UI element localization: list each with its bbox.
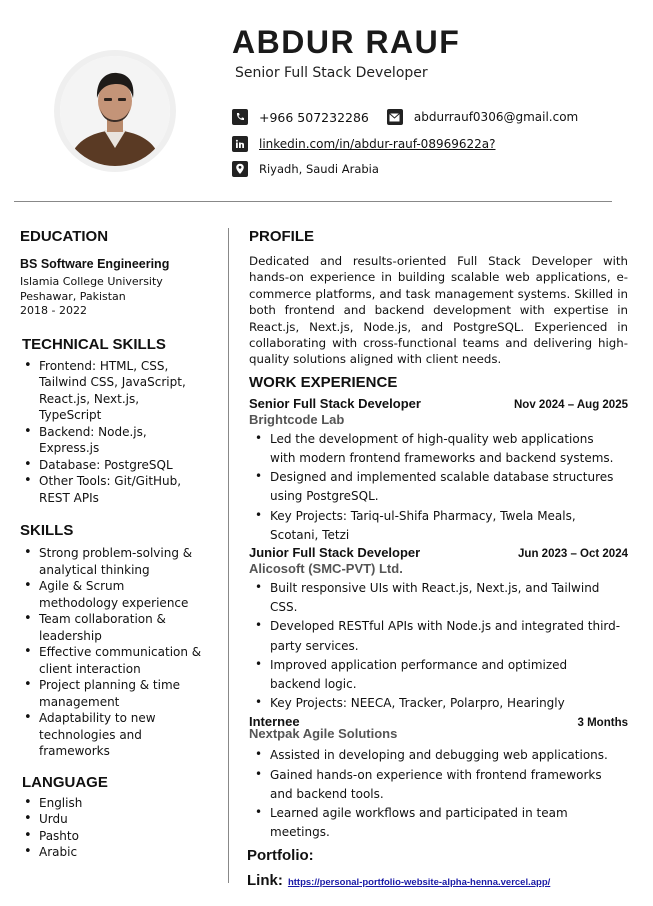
- list-item: • Learned agile workflows and participated in team meetings.: [249, 804, 594, 842]
- portfolio-heading: Portfolio:: [247, 846, 314, 864]
- job-bullets: [249, 579, 628, 713]
- profile-heading: PROFILE: [249, 228, 315, 245]
- list-item: • Designed and implemented scalable database structures using PostgreSQL.: [249, 468, 621, 506]
- list-item: • Built responsive UIs with React.js, Next.js, and Tailwind CSS.: [249, 579, 628, 617]
- job-bullets: [249, 746, 621, 842]
- job-header: [249, 545, 628, 560]
- list-item: • Other Tools: Git/GitHub, REST APIs: [20, 473, 195, 506]
- email-text[interactable]: abdurrauf0306@gmail.com: [413, 110, 579, 124]
- skills-list: [20, 545, 205, 760]
- phone-text[interactable]: +966 507232286: [259, 109, 369, 125]
- job-dates: 3 Months: [577, 717, 628, 730]
- list-item: • Key Projects: NEECA, Tracker, Polarpro, Hearingly: [249, 694, 628, 713]
- work-experience-heading: WORK EXPERIENCE: [249, 373, 398, 391]
- list-item: • Adaptability to new technologies and frameworks: [20, 710, 170, 760]
- education-heading: EDUCATION: [20, 228, 109, 245]
- list-item: • Frontend: HTML, CSS, Tailwind CSS, JavaScript, React.js, Next.js, TypeScript: [20, 358, 200, 424]
- job-title: Internee: [249, 714, 300, 730]
- linkedin-icon: [232, 136, 248, 152]
- list-item: • Pashto: [20, 828, 220, 845]
- portfolio-link-label: Link:: [247, 871, 283, 889]
- candidate-name: ABDUR RAUF: [232, 24, 461, 60]
- contact-row-location: [232, 161, 379, 177]
- phone-icon: [232, 109, 248, 125]
- job-title: Senior Full Stack Developer: [249, 395, 421, 411]
- job-bullets: [249, 430, 621, 545]
- job-entry: [249, 396, 628, 545]
- list-item: • Team collaboration & leadership: [20, 611, 185, 644]
- email-icon: [387, 109, 403, 125]
- list-item: • Agile & Scrum methodology experience: [20, 578, 205, 611]
- right-column: [249, 228, 628, 889]
- list-item: • Led the development of high-quality web applications with modern frontend frameworks and backend systems.: [249, 430, 621, 468]
- job-dates: Nov 2024 – Aug 2025: [514, 398, 628, 411]
- list-item: • Gained hands-on experience with frontend frameworks and backend tools.: [249, 766, 609, 804]
- list-item: • Backend: Node.js, Express.js: [20, 424, 160, 457]
- job-entry: [249, 545, 628, 713]
- left-column: [20, 228, 220, 861]
- list-item: • Database: PostgreSQL: [20, 457, 200, 474]
- contact-row-phone-email: [232, 109, 578, 125]
- job-title: Junior Full Stack Developer: [249, 545, 421, 561]
- list-item: • Effective communication & client interaction: [20, 644, 205, 677]
- job-company: Brightcode Lab: [249, 411, 345, 427]
- job-header: [249, 396, 628, 411]
- location-text: Riyadh, Saudi Arabia: [259, 162, 379, 176]
- portfolio-link-row: [247, 870, 628, 889]
- technical-skills-heading: TECHNICAL SKILLS: [22, 335, 166, 353]
- job-dates: Jun 2023 – Oct 2024: [518, 548, 628, 561]
- linkedin-link[interactable]: linkedin.com/in/abdur-rauf-08969622a?: [259, 137, 496, 151]
- profile-photo: [60, 56, 170, 166]
- profile-photo-frame: [54, 50, 176, 172]
- language-list: [20, 795, 220, 861]
- list-item: • Key Projects: Tariq-ul-Shifa Pharmacy, Twela Meals, Scotani, Tetzi: [249, 507, 594, 545]
- list-item: • English: [20, 795, 220, 812]
- list-item: • Arabic: [20, 844, 220, 861]
- education-years: 2018 - 2022: [20, 304, 87, 317]
- portfolio-url-link[interactable]: https://personal-portfolio-website-alpha-henna.vercel.app/: [287, 876, 551, 888]
- list-item: • Assisted in developing and debugging web applications.: [249, 746, 621, 765]
- technical-skills-list: [20, 358, 200, 507]
- list-item: • Improved application performance and optimized backend logic.: [249, 656, 594, 694]
- list-item: • Strong problem-solving & analytical thinking: [20, 545, 205, 578]
- education-place: Peshawar, Pakistan: [20, 289, 126, 303]
- list-item: • Project planning & time management: [20, 677, 205, 710]
- candidate-title: Senior Full Stack Developer: [235, 65, 428, 81]
- education-school: Islamia College University: [20, 275, 163, 288]
- list-item: • Urdu: [20, 811, 220, 828]
- profile-text: Dedicated and results-oriented Full Stack Developer with hands-on experience in building scalable web applications, e-commerce platforms, and task management systems. Skilled in both frontend and backend development with expertise in React.js, Next.js, Node.js, and PostgreSQL. Experienced in collaborating with cross-functional teams and delivering high-quality solutions aligned with client needs.: [249, 254, 628, 367]
- job-entry: [249, 714, 628, 842]
- education-degree: BS Software Engineering: [20, 257, 170, 271]
- job-company: Nextpak Agile Solutions: [249, 726, 398, 742]
- location-pin-icon: [232, 161, 248, 177]
- language-heading: LANGUAGE: [22, 773, 108, 791]
- list-item: • Developed RESTful APIs with Node.js and integrated third-party services.: [249, 617, 628, 655]
- skills-heading: SKILLS: [20, 522, 74, 539]
- column-divider: [228, 228, 229, 883]
- job-company: Alicosoft (SMC-PVT) Ltd.: [249, 561, 403, 577]
- contact-row-linkedin: [232, 136, 495, 152]
- header-divider: [14, 201, 612, 202]
